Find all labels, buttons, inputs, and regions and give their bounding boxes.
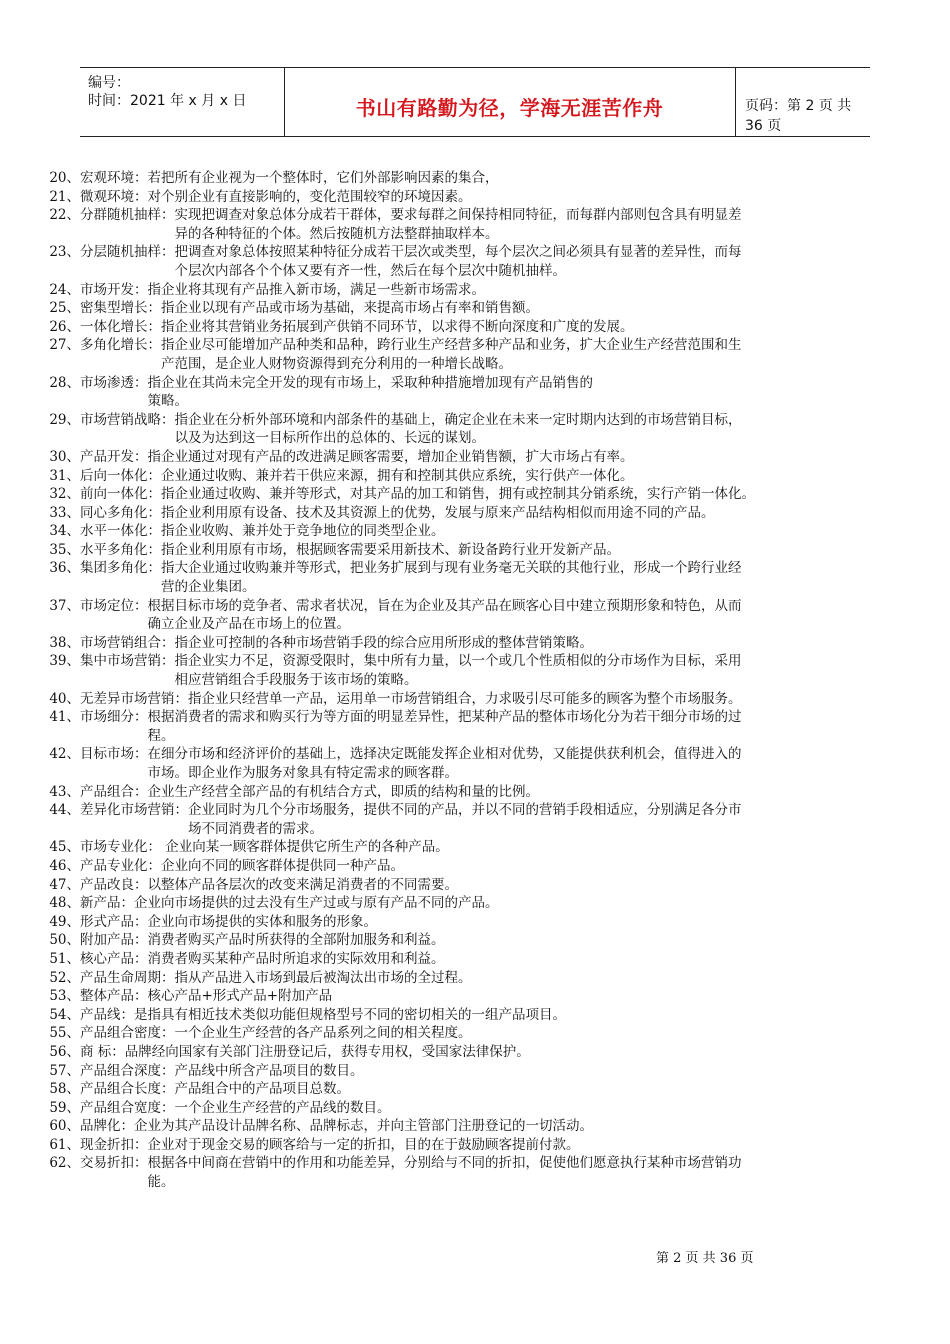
item-text	[80, 1006, 916, 1025]
item-text	[80, 969, 916, 988]
item-number: 32、	[49, 486, 80, 503]
item-term: 分群随机抽样：	[80, 207, 175, 224]
item-text	[80, 318, 916, 337]
item-definition-line: 一个企业生产经营的各产品系列之间的相关程度。	[174, 1025, 472, 1042]
header-meta-cell	[80, 68, 285, 136]
item-definition-line: 指企业可控制的各种市场营销手段的综合应用所形成的整体营销策略。	[174, 634, 593, 651]
definition-item	[46, 243, 916, 280]
item-number: 55、	[49, 1025, 80, 1042]
definition-item	[46, 652, 916, 689]
item-text	[80, 876, 916, 895]
item-definition-line: 营的企业集团。	[161, 579, 256, 596]
definition-item	[46, 708, 916, 745]
item-definition-line: 指企业将其营销业务拓展到产供销不同环节，以求得不断向深度和广度的发展。	[161, 318, 634, 335]
item-number: 49、	[49, 913, 80, 930]
item-term: 交易折扣：	[80, 1155, 148, 1172]
item-definition-line: 指企业利用原有设备、技术及其资源上的优势，发展与原来产品结构相似而用途不同的产品。	[161, 504, 715, 521]
item-term: 附加产品：	[80, 932, 148, 949]
item-term: 产品组合：	[80, 783, 148, 800]
item-text	[80, 1080, 916, 1099]
item-definition-line: 根据消费者的需求和购买行为等方面的明显差异性，把某种产品的整体市场化分为若干细分市场的过	[147, 709, 742, 726]
item-number: 20、	[49, 170, 80, 186]
definition-item	[46, 485, 916, 504]
item-term: 产品线：	[80, 1006, 134, 1023]
item-number: 30、	[49, 448, 80, 465]
definition-item	[46, 857, 916, 876]
item-term: 市场渗透：	[80, 374, 148, 391]
item-term: 产品生命周期：	[80, 969, 175, 986]
item-term: 无差异市场营销：	[80, 690, 188, 707]
definition-item	[46, 783, 916, 802]
definition-item	[46, 281, 916, 300]
item-text	[80, 281, 916, 300]
item-definition-line: 企业通过收购、兼并若干供应来源，拥有和控制其供应系统，实行供产一体化。	[161, 467, 634, 484]
item-number: 27、	[49, 337, 80, 354]
item-number: 48、	[49, 895, 80, 912]
item-text	[80, 485, 916, 504]
definition-item	[46, 801, 916, 838]
item-definition-line: 企业向市场提供的实体和服务的形象。	[147, 913, 377, 930]
definition-item	[46, 931, 916, 950]
item-term: 市场细分：	[80, 709, 148, 726]
item-text	[80, 1136, 916, 1155]
page-header	[80, 67, 870, 137]
item-definition-line: 指企业以现有产品或市场为基础，来提高市场占有率和销售额。	[161, 300, 539, 317]
definition-item	[46, 522, 916, 541]
item-term: 多角化增长：	[80, 337, 161, 354]
item-definition-line: 一个企业生产经营的产品线的数目。	[174, 1099, 391, 1116]
item-definition-line: 指从产品进入市场到最后被淘汰出市场的全过程。	[174, 969, 472, 986]
item-number: 42、	[49, 746, 80, 763]
header-page-info: 页码：第 2 页 共 36 页	[745, 98, 852, 134]
item-definition-line: 若把所有企业视为一个整体时，它们外部影响因素的集合，	[147, 170, 499, 186]
item-number: 62、	[49, 1155, 80, 1172]
item-number: 44、	[49, 802, 80, 819]
item-text	[80, 1062, 916, 1081]
item-number: 43、	[49, 783, 80, 800]
definition-item	[46, 634, 916, 653]
item-number: 47、	[49, 876, 80, 893]
item-term: 同心多角化：	[80, 504, 161, 521]
definition-item	[46, 1154, 916, 1191]
item-text	[80, 708, 916, 745]
definition-item	[46, 876, 916, 895]
definition-item	[46, 1024, 916, 1043]
definition-item	[46, 299, 916, 318]
item-term: 产品专业化：	[80, 857, 161, 874]
item-term: 微观环境：	[80, 188, 148, 205]
item-definition-line: 对个别企业有直接影响的，变化范围较窄的环境因素。	[147, 188, 472, 205]
item-definition-line: 企业对于现金交易的顾客给与一定的折扣，目的在于鼓励顾客提前付款。	[147, 1136, 580, 1153]
definition-item	[46, 1062, 916, 1081]
item-term: 产品组合宽度：	[80, 1099, 175, 1116]
item-number: 39、	[49, 653, 80, 670]
definition-item	[46, 1099, 916, 1118]
definition-item	[46, 969, 916, 988]
doc-number-label: 编号：	[88, 75, 130, 91]
item-term: 品牌化：	[80, 1118, 134, 1135]
item-number: 46、	[49, 857, 80, 874]
item-text	[80, 243, 916, 280]
item-text	[80, 1154, 916, 1191]
item-definition-line: 消费者购买某种产品时所追求的实际效用和利益。	[147, 950, 445, 967]
item-number: 58、	[49, 1081, 80, 1098]
item-definition-line: 产品组合中的产品项目总数。	[174, 1081, 350, 1098]
definition-item	[46, 169, 916, 188]
item-text	[80, 1099, 916, 1118]
definition-item	[46, 913, 916, 932]
item-number: 56、	[49, 1043, 80, 1060]
item-text	[80, 206, 916, 243]
item-definition-line: 指企业将其现有产品推入新市场，满足一些新市场需求。	[147, 281, 485, 298]
item-term: 市场营销战略：	[80, 411, 175, 428]
item-number: 31、	[49, 467, 80, 484]
item-term: 分层随机抽样：	[80, 244, 175, 261]
item-number: 22、	[49, 207, 80, 224]
item-definition-line: 指企业尽可能增加产品种类和品种，跨行业生产经营多种产品和业务，扩大企业生产经营范围和生	[161, 337, 742, 354]
item-definition-line: 确立企业及产品在市场上的位置。	[147, 616, 350, 633]
item-number: 57、	[49, 1062, 80, 1079]
definition-item	[46, 950, 916, 969]
item-number: 33、	[49, 504, 80, 521]
item-term: 核心产品：	[80, 950, 148, 967]
item-number: 36、	[49, 560, 80, 577]
item-text	[80, 411, 916, 448]
item-definition-line: 场不同消费者的需求。	[188, 820, 323, 837]
definition-item	[46, 1136, 916, 1155]
item-definition-line: 根据目标市场的竞争者、需求者状况，旨在为企业及其产品在顾客心目中建立预期形象和特色，从而	[147, 597, 742, 614]
item-definition-line: 把调查对象总体按照某种特征分成若干层次或类型，每个层次之间必须具有显著的差异性，而每	[174, 244, 742, 261]
item-term: 产品改良：	[80, 876, 148, 893]
item-number: 23、	[49, 244, 80, 261]
item-text	[80, 913, 916, 932]
item-definition-line: 市场。即企业作为服务对象具有特定需求的顾客群。	[147, 765, 458, 781]
item-definition-line: 品牌经向国家有关部门注册登记后，获得专用权，受国家法律保护。	[124, 1043, 530, 1060]
item-definition-line: 企业向某一顾客群体提供它所生产的各种产品。	[161, 839, 449, 856]
item-term: 差异化市场营销：	[80, 802, 188, 819]
definition-item	[46, 411, 916, 448]
item-definition-line: 是指具有相近技术类似功能但规格型号不同的密切相关的一组产品项目。	[134, 1006, 566, 1023]
item-definition-line: 指企业通过收购、兼并等形式，对其产品的加工和销售，拥有或控制其分销系统，实行产销一体化。	[161, 486, 755, 503]
item-term: 市场开发：	[80, 281, 148, 298]
item-term: 一体化增长：	[80, 318, 161, 335]
item-number: 52、	[49, 969, 80, 986]
item-number: 61、	[49, 1136, 80, 1153]
doc-time-label: 时间：2021 年 x 月 x 日	[88, 93, 247, 109]
item-number: 53、	[49, 988, 80, 1005]
item-definition-line: 产范围，是企业人财物资源得到充分利用的一种增长战略。	[161, 355, 512, 372]
item-definition-line: 异的各种特征的个体。然后按随机方法整群抽取样本。	[174, 225, 499, 242]
item-term: 集团多角化：	[80, 560, 161, 577]
header-motto: 书山有路勤为径，学海无涯苦作舟	[355, 96, 664, 120]
item-term: 整体产品：	[80, 988, 148, 1005]
item-number: 29、	[49, 411, 80, 428]
item-definition-line: 策略。	[147, 393, 188, 410]
definition-item	[46, 448, 916, 467]
definition-item	[46, 318, 916, 337]
item-term: 形式产品：	[80, 913, 148, 930]
definition-item	[46, 504, 916, 523]
item-definition-line: 企业向不同的顾客群体提供同一种产品。	[161, 857, 404, 874]
item-text	[80, 745, 916, 782]
item-definition-line: 能。	[147, 1174, 175, 1191]
item-number: 35、	[49, 541, 80, 558]
definition-item	[46, 374, 916, 411]
item-term: 水平一体化：	[80, 523, 161, 540]
definition-item	[46, 1006, 916, 1025]
item-text	[80, 690, 916, 709]
item-text	[80, 857, 916, 876]
item-text	[80, 336, 916, 373]
item-definition-line: 指企业收购、兼并处于竞争地位的同类型企业。	[161, 523, 445, 540]
definition-item	[46, 745, 916, 782]
item-text	[80, 931, 916, 950]
definition-item	[46, 206, 916, 243]
item-text	[80, 504, 916, 523]
item-definition-line: 根据各中间商在营销中的作用和功能差异，分别给与不同的折扣，促使他们愿意执行某种市场营销功	[147, 1155, 742, 1172]
item-text	[80, 1043, 916, 1062]
item-definition-line: 指企业在分析外部环境和内部条件的基础上，确定企业在未来一定时期内达到的市场营销目标，	[174, 411, 742, 428]
item-text	[80, 987, 916, 1006]
item-definition-line: 核心产品+形式产品+附加产品	[147, 988, 333, 1005]
item-text	[80, 448, 916, 467]
item-text	[80, 169, 916, 188]
item-definition-line: 指企业只经营单一产品，运用单一市场营销组合，力求吸引尽可能多的顾客为整个市场服务。	[188, 690, 742, 707]
definition-item	[46, 1117, 916, 1136]
item-term: 商 标：	[80, 1043, 125, 1060]
item-definition-line: 相应营销组合手段服务于该市场的策略。	[174, 672, 418, 689]
item-number: 26、	[49, 318, 80, 335]
item-definition-line: 指企业在其尚未完全开发的现有市场上，采取种种措施增加现有产品销售的	[147, 374, 593, 391]
item-term: 市场营销组合：	[80, 634, 175, 651]
item-text	[80, 559, 916, 596]
item-text	[80, 894, 916, 913]
item-definition-line: 个层次内部各个个体又要有齐一性，然后在每个层次中随机抽样。	[174, 262, 566, 279]
item-term: 宏观环境：	[80, 170, 148, 186]
item-text	[80, 188, 916, 207]
item-definition-line: 实现把调查对象总体分成若干群体，要求每群之间保持相同特征，而每群内部则包含具有明显差	[174, 207, 742, 224]
item-text	[80, 1117, 916, 1136]
item-term: 后向一体化：	[80, 467, 161, 484]
item-term: 产品组合密度：	[80, 1025, 175, 1042]
item-definition-line: 指企业实力不足，资源受限时，集中所有力量，以一个或几个性质相似的分市场作为目标，采用	[174, 653, 742, 670]
item-text	[80, 522, 916, 541]
definition-item	[46, 894, 916, 913]
item-number: 41、	[49, 709, 80, 726]
definition-item	[46, 541, 916, 560]
definition-item	[46, 188, 916, 207]
item-definition-line: 企业向市场提供的过去没有生产过或与原有产品不同的产品。	[134, 895, 499, 912]
item-text	[80, 783, 916, 802]
item-definition-line: 指企业通过对现有产品的改进满足顾客需要，增加企业销售额，扩大市场占有率。	[147, 448, 634, 465]
item-number: 34、	[49, 523, 80, 540]
item-definition-line: 在细分市场和经济评价的基础上，选择决定既能发挥企业相对优势，又能提供获利机会，值得进入的	[147, 746, 742, 763]
definition-item	[46, 1080, 916, 1099]
item-text	[80, 374, 916, 411]
item-term: 目标市场：	[80, 746, 148, 763]
item-text	[80, 801, 916, 838]
item-number: 40、	[49, 690, 80, 707]
definition-item	[46, 559, 916, 596]
item-term: 产品组合深度：	[80, 1062, 175, 1079]
item-term: 水平多角化：	[80, 541, 161, 558]
item-number: 28、	[49, 374, 80, 391]
item-number: 50、	[49, 932, 80, 949]
item-number: 45、	[49, 839, 80, 856]
item-number: 21、	[49, 188, 80, 205]
header-motto-cell	[284, 68, 736, 136]
item-definition-line: 企业同时为几个分市场服务，提供不同的产品，并以不同的营销手段相适应，分别满足各分市	[188, 802, 742, 819]
item-term: 新产品：	[80, 895, 134, 912]
header-page-cell	[735, 68, 870, 136]
item-term: 市场专业化：	[80, 839, 161, 856]
item-text	[80, 467, 916, 486]
item-number: 37、	[49, 597, 80, 614]
item-text	[80, 950, 916, 969]
definition-item	[46, 838, 916, 857]
item-definition-line: 产品线中所含产品项目的数目。	[174, 1062, 364, 1079]
item-number: 24、	[49, 281, 80, 298]
item-definition-line: 程。	[147, 727, 175, 744]
definition-item	[46, 336, 916, 373]
item-text	[80, 652, 916, 689]
definition-list	[46, 169, 916, 1192]
item-term: 市场定位：	[80, 597, 148, 614]
item-term: 产品组合长度：	[80, 1081, 175, 1098]
item-definition-line: 企业为其产品设计品牌名称、品牌标志，并向主管部门注册登记的一切活动。	[134, 1118, 593, 1135]
item-number: 51、	[49, 950, 80, 967]
item-text	[80, 838, 916, 857]
item-term: 密集型增长：	[80, 300, 161, 317]
definition-item	[46, 467, 916, 486]
item-definition-line: 以及为达到这一目标所作出的总体的、长远的谋划。	[174, 430, 485, 447]
item-number: 38、	[49, 634, 80, 651]
item-text	[80, 299, 916, 318]
item-number: 25、	[49, 300, 80, 317]
item-term: 集中市场营销：	[80, 653, 175, 670]
item-term: 产品开发：	[80, 448, 148, 465]
page-footer: 第 2 页 共 36 页	[656, 1251, 754, 1266]
item-text	[80, 597, 916, 634]
definition-item	[46, 690, 916, 709]
item-term: 前向一体化：	[80, 486, 161, 503]
definition-item	[46, 597, 916, 634]
item-number: 59、	[49, 1099, 80, 1116]
item-definition-line: 消费者购买产品时所获得的全部附加服务和利益。	[147, 932, 445, 949]
item-number: 60、	[49, 1118, 80, 1135]
item-text	[80, 634, 916, 653]
item-definition-line: 指企业利用原有市场，根据顾客需要采用新技术、新设备跨行业开发新产品。	[161, 541, 620, 558]
definition-item	[46, 1043, 916, 1062]
item-text	[80, 1024, 916, 1043]
item-text	[80, 541, 916, 560]
definition-item	[46, 987, 916, 1006]
item-definition-line: 以整体产品各层次的改变来满足消费者的不同需要。	[147, 876, 458, 893]
item-definition-line: 指大企业通过收购兼并等形式，把业务扩展到与现有业务毫无关联的其他行业，形成一个跨行业经	[161, 560, 742, 577]
item-definition-line: 企业生产经营全部产品的有机结合方式，即质的结构和量的比例。	[147, 783, 539, 800]
item-term: 现金折扣：	[80, 1136, 148, 1153]
item-number: 54、	[49, 1006, 80, 1023]
